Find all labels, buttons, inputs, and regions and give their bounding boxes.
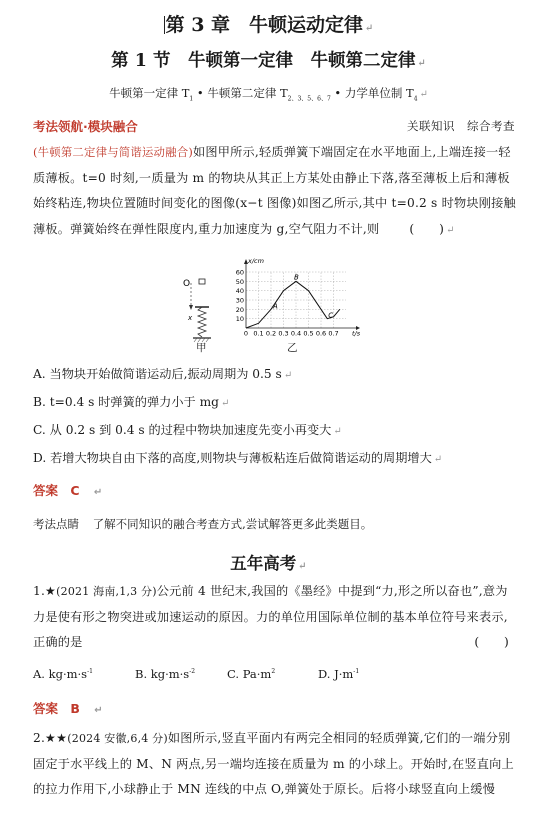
chapter-title: [0, 10, 537, 37]
paragraph-mark-icon: ↵: [417, 58, 426, 69]
option-a-text: A. 当物块开始做简谐运动后,振动周期为 0.5 s: [33, 367, 282, 381]
q1-option-c[interactable]: [227, 667, 275, 681]
toc-item-3-sub: 4: [413, 95, 418, 103]
figure-yi-label: 乙: [287, 342, 298, 354]
q1-option-c-text: C. Pa·m: [227, 667, 272, 681]
y-axis-title: x/cm: [248, 258, 264, 265]
question-1-source: (2021 海南,1,3 分): [56, 585, 157, 598]
q1-option-a-sup: -1: [87, 668, 93, 676]
answer-blank: ( ): [409, 221, 445, 236]
point-label-c: C: [328, 311, 334, 320]
answer-value: C: [70, 483, 80, 498]
x-axis-label: x: [188, 314, 193, 322]
paragraph-mark-icon: ↵: [333, 426, 342, 437]
toc-item-1-sub: 1: [189, 95, 194, 103]
toc-item-1: 牛顿第一定律 T: [109, 86, 190, 100]
toc-item-2: 牛顿第二定律 T: [207, 86, 288, 100]
answer-label: 答案: [33, 701, 59, 716]
arrow-head: [189, 305, 193, 310]
section-title-text: 第 1 节 牛顿第一定律 牛顿第二定律: [111, 51, 416, 71]
q1-option-d-sup: -1: [353, 668, 360, 676]
tip-line: [33, 516, 372, 532]
paragraph-mark-icon: ↵: [365, 23, 374, 34]
paragraph-mark-icon: ↵: [93, 487, 103, 498]
question-2-text: 如图所示,竖直平面内有两完全相同的轻质弹簧,它们的一端分别固定于水平线上的 M、N 两点,另一端均连接在质量为 m 的小球上。开始时,在竖直向上的拉力作用下,小球静止于 MN 连线的中点 O,弹簧处于原长。后将小球竖直向上缓慢: [33, 731, 514, 796]
option-d-text: D. 若增大物块自由下落的高度,则物块与薄板粘连后做简谐运动的周期增大: [33, 451, 432, 465]
q1-option-b[interactable]: [135, 667, 195, 681]
answer-line-2: [33, 699, 103, 717]
toc-item-2-sub: 2、3、5、6、7: [287, 95, 331, 103]
tip-text: 了解不同知识的融合考查方式,尝试解答更多此类题目。: [92, 517, 373, 531]
y-tick-label: 40: [235, 287, 244, 296]
x-tick-label: 0: [243, 329, 249, 338]
x-tick-label: 0.5: [303, 329, 314, 338]
x-tick-label: 0.4: [290, 329, 302, 338]
option-b[interactable]: [33, 393, 229, 410]
figure-yi-chart: [226, 258, 366, 342]
q1-option-b-sup: -2: [189, 668, 196, 676]
paragraph-mark-icon: ↵: [94, 705, 103, 716]
paragraph-mark-icon: ↵: [220, 398, 230, 409]
y-tick-label: 20: [235, 305, 244, 314]
question-2-source: (2024 安徽,6,4 分): [67, 732, 168, 745]
y-tick-label: 60: [235, 268, 244, 277]
text-cursor: [164, 16, 165, 34]
paragraph-mark-icon: ↵: [446, 224, 455, 236]
answer-value: B: [70, 701, 80, 716]
falling-block: [199, 279, 205, 284]
question-2: [33, 726, 519, 803]
spring: [198, 307, 206, 337]
question-1-text: 公元前 4 世纪末,我国的《墨经》中提到“力,形之所以奋也”,意为力是使有形之物突进或加速运动的原因。力的单位用国际单位制的基本单位符号来表示,正确的是: [33, 584, 508, 649]
figure-jia-label: 甲: [196, 342, 207, 354]
answer-line: [33, 481, 102, 499]
answer-blank: ( ): [474, 635, 509, 649]
x-tick-label: 0.1: [253, 329, 264, 338]
chapter-title-text: 第 3 章 牛顿运动定律: [165, 14, 364, 36]
q1-option-c-sup: 2: [271, 668, 276, 676]
option-d[interactable]: [33, 449, 442, 466]
q1-option-a[interactable]: [33, 667, 93, 681]
section2-title-text: 五年高考: [230, 554, 297, 573]
tip-label: 考法点睛: [33, 517, 79, 531]
answer-label: 答案: [33, 483, 59, 498]
bullet-icon: •: [193, 86, 208, 100]
point-label-a: A: [273, 302, 278, 311]
paragraph-mark-icon: ↵: [298, 561, 307, 572]
question-1-number: 1.: [33, 584, 46, 598]
x-tick-label: 0.7: [328, 329, 339, 338]
point-label-b: B: [294, 273, 299, 282]
origin-label: O: [183, 279, 191, 289]
x-axis-title: t/s: [352, 329, 361, 338]
option-c[interactable]: [33, 421, 342, 438]
option-c-text: C. 从 0.2 s 到 0.4 s 的过程中物块加速度先变小再变大: [33, 423, 332, 437]
question-text: 如图甲所示,轻质弹簧下端固定在水平地面上,上端连接一轻质薄板。t=0 时刻,一质量为 m 的物块从其正上方某处由静止下落,落至薄板上后和薄板始终粘连,物块位置随时间变化的图像(x−t 图像)如图乙所示,其中 t=0.2 s 时物块刚接触薄板。弹簧始终在弹性限度内,重力加速度为 g,空气阻力不计,则: [33, 145, 516, 236]
q1-option-b-text: B. kg·m·s: [135, 667, 190, 681]
paragraph-mark-icon: ↵: [419, 89, 428, 100]
x-tick-label: 0.2: [265, 329, 277, 338]
question-tag: (牛顿第二定律与简谐运动融合): [33, 145, 193, 159]
question-intro: [33, 140, 519, 243]
y-tick-label: 30: [235, 296, 244, 305]
x-tick-label: 0.6: [315, 329, 327, 338]
option-b-text: B. t=0.4 s 时弹簧的弹力小于 mg: [33, 395, 219, 409]
section-title: [0, 47, 537, 72]
section2-title: [0, 550, 537, 574]
block-heading-right: 关联知识 综合考查: [407, 119, 515, 133]
paragraph-mark-icon: ↵: [283, 370, 293, 381]
q1-option-a-text: A. kg·m·s: [33, 667, 88, 681]
q1-option-d-text: D. J·m: [318, 667, 354, 681]
y-tick-label: 50: [235, 277, 244, 286]
option-a[interactable]: [33, 365, 292, 382]
y-tick-label: 10: [235, 315, 244, 324]
star-icon: ★★: [45, 731, 68, 745]
series-line: [246, 281, 340, 328]
toc-item-3: 力学单位制 T: [344, 86, 414, 100]
question-1: [33, 579, 519, 656]
paragraph-mark-icon: ↵: [433, 454, 443, 465]
block-heading: 考法领航·模块融合: [33, 119, 138, 134]
question-2-number: 2.: [33, 731, 46, 745]
bullet-icon: •: [330, 86, 345, 100]
q1-option-d[interactable]: [318, 667, 359, 681]
toc-line: [0, 85, 537, 102]
x-tick-label: 0.3: [278, 329, 289, 338]
star-icon: ★: [45, 584, 57, 598]
